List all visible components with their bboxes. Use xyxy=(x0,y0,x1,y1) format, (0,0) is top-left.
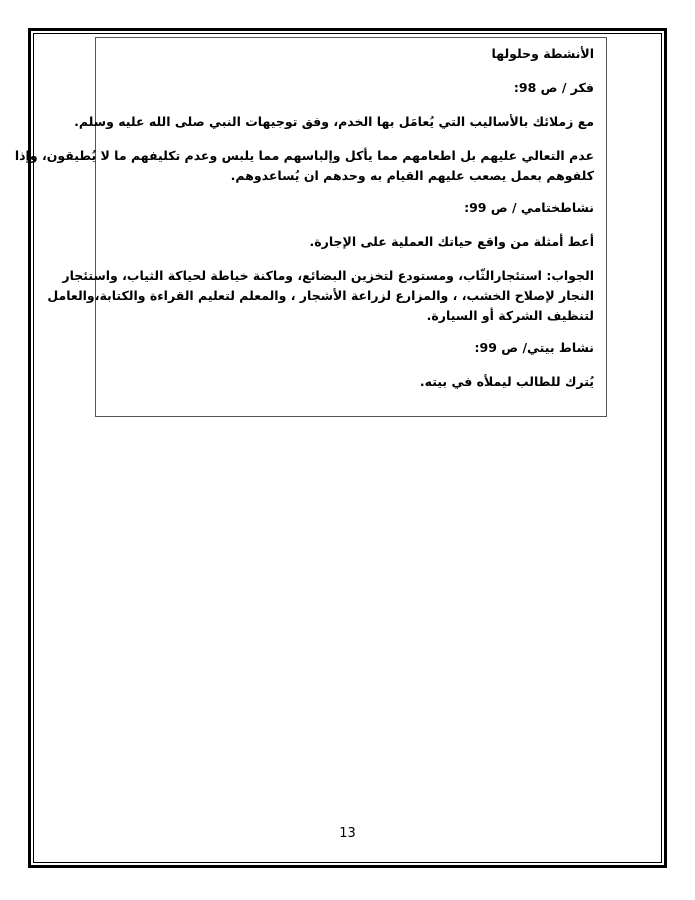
activities-box xyxy=(14,37,607,417)
closing-heading: نشاطختامي / ص 99: xyxy=(464,200,594,215)
page-number: 13 xyxy=(339,826,356,841)
think-prompt: مع زملائك بالأساليب التي يُعامَل بها الخدم، وفق توجيهات النبي صلى الله عليه وسلم. xyxy=(74,114,594,129)
think-answer-line-2: كلفوهم بعمل يصعب عليهم القيام به وحدهم ان يُساعدوهم. xyxy=(230,168,594,183)
think-heading: فكر / ص 98: xyxy=(513,80,594,95)
home-answer: يُترك للطالب ليملأه في بيته. xyxy=(419,374,594,389)
think-answer xyxy=(14,146,594,186)
section-title: الأنشطة وحلولها xyxy=(491,46,594,61)
closing-answer-line-2: النجار لإصلاح الخشب، ، والمزارع لزراعة الأشجار ، والمعلم لتعليم القراءة والكتابة،والعامل xyxy=(47,288,594,303)
home-heading: نشاط بيتي/ ص 99: xyxy=(474,340,594,355)
closing-answer xyxy=(47,266,594,326)
think-answer-line-1: عدم التعالي عليهم بل اطعامهم مما يأكل وإلباسهم مما يلبس وعدم تكليفهم ما لا يُطيقون، وإذا xyxy=(14,148,594,163)
closing-answer-line-1: الجواب: استئجارالثّاب، ومستودع لتخزين البضائع، وماكنة خياطة لحياكة الثياب، واستئجار xyxy=(62,268,594,283)
closing-prompt: أعط أمثلة من واقع حياتك العملية على الإجارة. xyxy=(309,234,594,249)
closing-answer-line-3: لتنظيف الشركة أو السيارة. xyxy=(426,308,594,323)
